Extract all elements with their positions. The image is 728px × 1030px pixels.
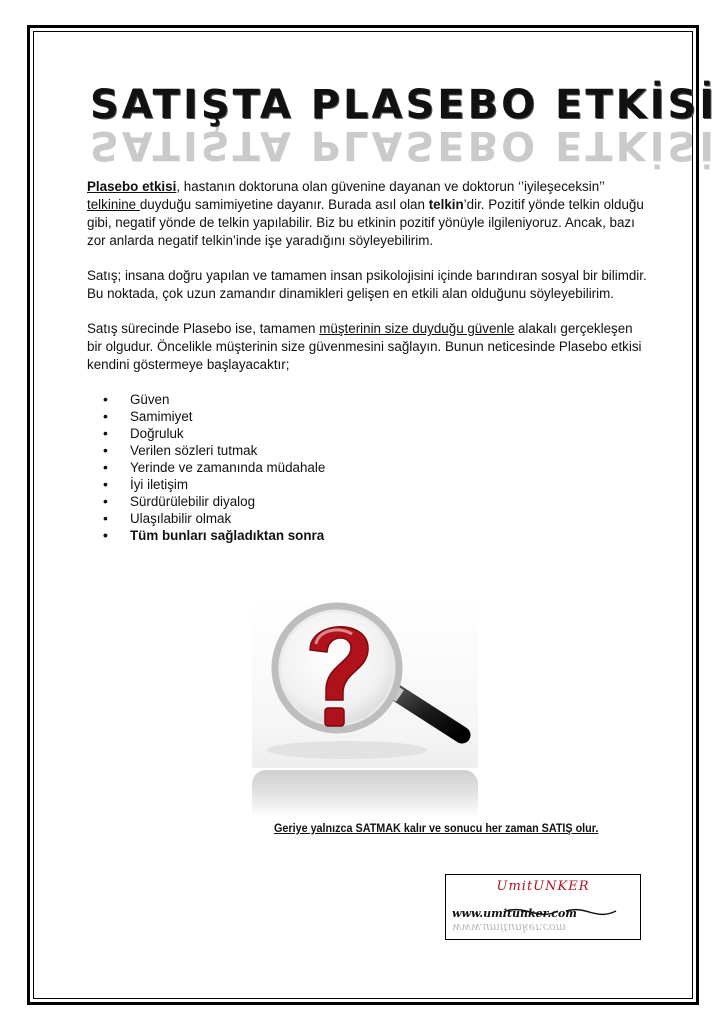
- page-title: SATIŞTA PLASEBO ETKİSİ: [90, 82, 718, 128]
- list-item: • Sürdürülebilir diyalog: [99, 493, 647, 510]
- paragraph-sales-placebo: [87, 320, 647, 374]
- list-item: • Doğruluk: [99, 425, 647, 442]
- text-segment: alakalı gerçekleşen bir olgudur. Öncelikle müşterinin size güvenmesini sağlayın. Bunun neticesinde Plasebo etkisi kendini göstermeye başlayacaktır;: [87, 321, 642, 372]
- logo-website: www.umitunker.com: [452, 907, 577, 920]
- underlined-trust-phrase: müşterinin size duyduğu güvenle: [319, 321, 515, 336]
- list-item: • Samimiyet: [99, 408, 647, 425]
- list-item: • İyi iletişim: [99, 476, 647, 493]
- list-item: • Güven: [99, 391, 647, 408]
- list-item-final: • Tüm bunları sağladıktan sonra: [99, 527, 647, 544]
- illustration-reflection: [252, 770, 478, 818]
- link-telkinine[interactable]: telkinine: [87, 197, 140, 212]
- term-telkin: telkin: [428, 197, 464, 212]
- title-block: [90, 82, 718, 172]
- logo-name: UmitUNKER: [496, 879, 590, 894]
- logo-website-reflection: www.umitunker.com: [452, 921, 566, 934]
- text-segment: Satış sürecinde Plasebo ise, tamamen: [87, 321, 320, 336]
- text-segment: duyduğu samimiyetine dayanır. Burada asıl olan: [139, 197, 429, 212]
- signature-logo: [445, 874, 641, 940]
- text-segment: ’dir. Pozitif yönde telkin olduğu gibi, negatif yönde de telkin yapılabilir. Biz bu etkinin pozitif yönüyle ilgileniyoruz. Ancak, bazı zor anlarda negatif telkin’inde işe yaradığını söyleyebilirim.: [87, 197, 644, 248]
- term-placebo: Plasebo etkisi: [87, 179, 177, 194]
- caption-conclusion: Geriye yalnızca SATMAK kalır ve sonucu her zaman SATIŞ olur.: [274, 822, 599, 835]
- paragraph-placebo-definition: [87, 178, 647, 250]
- list-item: • Verilen sözleri tutmak: [99, 442, 647, 459]
- list-item: • Yerinde ve zamanında müdahale: [99, 459, 647, 476]
- article-body: [87, 178, 647, 544]
- text-segment: , hastanın doktoruna olan güvenine dayanan ve doktorun ‘’iyileşeceksin’’: [176, 179, 605, 194]
- bullet-list: [87, 391, 647, 544]
- paragraph-sales-science: Satış; insana doğru yapılan ve tamamen insan psikolojisini içinde barındıran sosyal bir bilimdir. Bu noktada, çok uzun zamandır dinamikleri gelişen en etkili alan olduğunu söyleyebilirim.: [87, 268, 647, 301]
- magnifying-glass-question-icon: [252, 600, 478, 768]
- magnifier-illustration: [252, 600, 478, 768]
- page-title-reflection: SATIŞTA PLASEBO ETKİSİ: [90, 122, 718, 168]
- list-item: • Ulaşılabilir olmak: [99, 510, 647, 527]
